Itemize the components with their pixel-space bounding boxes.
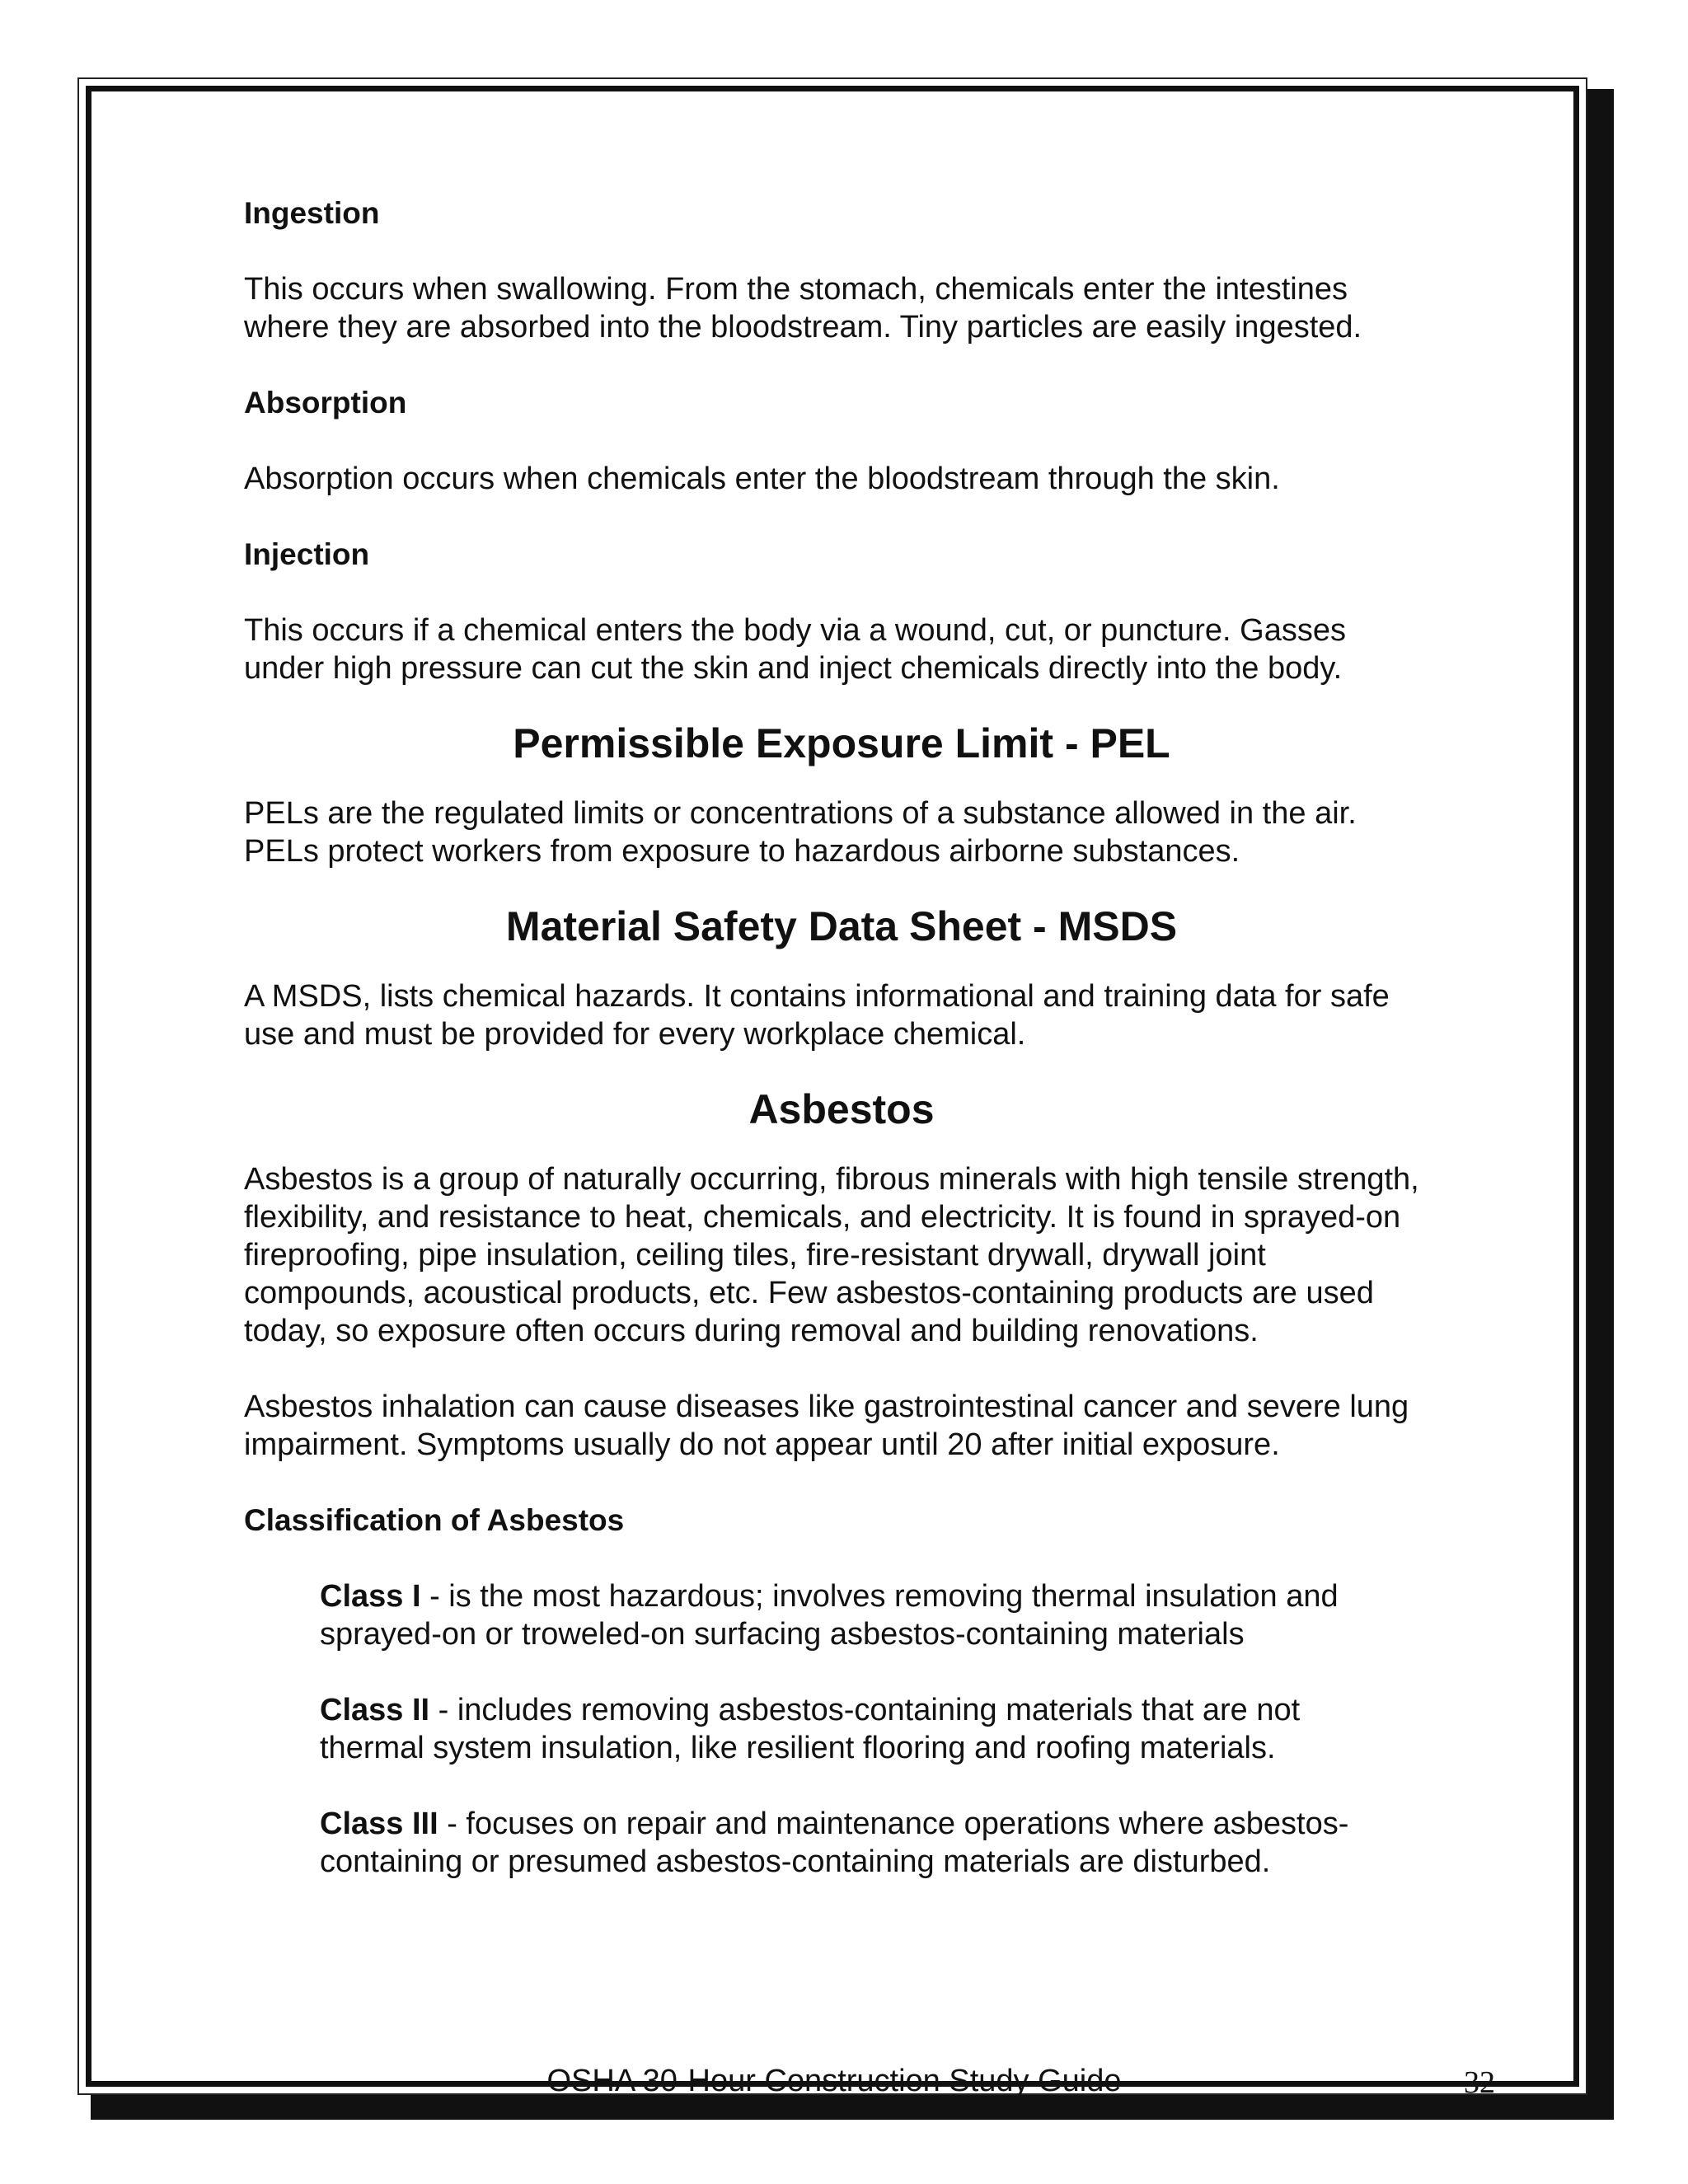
page-content	[244, 194, 1439, 1881]
footer-title: OSHA 30-Hour Construction Study Guide	[546, 2064, 1122, 2098]
class-2-term: Class II	[320, 1693, 430, 1727]
pel-text: PELs are the regulated limits or concentrations of a substance allowed in the air. PELs protect workers from exposure to hazardous airborne substances.	[244, 796, 1357, 869]
class-3-description: - focuses on repair and maintenance operations where asbestos-containing or presumed asbestos-containing materials are disturbed.	[320, 1807, 1349, 1879]
page-frame	[77, 77, 1587, 2100]
ingestion-text: This occurs when swallowing. From the stomach, chemicals enter the intestines where they are absorbed into the bloodstream. Tiny particles are easily ingested.	[244, 272, 1362, 344]
asbestos-paragraph-2: Asbestos inhalation can cause diseases like gastrointestinal cancer and severe lung impairment. Symptoms usually do not appear until 20 after initial exposure.	[244, 1390, 1409, 1462]
ingestion-heading: Ingestion	[244, 196, 380, 230]
asbestos-heading: Asbestos	[748, 1086, 935, 1132]
class-3-item	[320, 1805, 1408, 1881]
absorption-text: Absorption occurs when chemicals enter the bloodstream through the skin.	[244, 462, 1280, 496]
injection-text: This occurs if a chemical enters the body via a wound, cut, or puncture. Gasses under high pressure can cut the skin and inject chemicals directly into the body.	[244, 613, 1346, 686]
class-1-item	[320, 1577, 1391, 1653]
page-number: 32	[1464, 2065, 1495, 2100]
msds-text: A MSDS, lists chemical hazards. It contains informational and training data for safe use and must be provided for every workplace chemical.	[244, 979, 1390, 1052]
absorption-heading: Absorption	[244, 386, 407, 419]
class-1-description: - is the most hazardous; involves removing thermal insulation and sprayed-on or troweled-on surfacing asbestos-containing materials	[320, 1579, 1339, 1652]
class-1-term: Class I	[320, 1579, 421, 1614]
asbestos-paragraph-1: Asbestos is a group of naturally occurring, fibrous minerals with high tensile strength, flexibility, and resistance to heat, chemicals, and electricity. It is found in sprayed-on fireproofing, pipe insulation, ceiling tiles, fire-resistant drywall, drywall joint compounds, acoustical products, etc. Few asbestos-containing products are used today, so exposure often occurs during removal and building renovations.	[244, 1162, 1419, 1348]
class-2-description: - includes removing asbestos-containing materials that are not thermal system insulation, like resilient flooring and roofing materials.	[320, 1693, 1301, 1765]
class-3-term: Class III	[320, 1807, 438, 1841]
classification-heading: Classification of Asbestos	[244, 1503, 625, 1537]
injection-heading: Injection	[244, 537, 370, 571]
class-2-item	[320, 1691, 1391, 1767]
msds-heading: Material Safety Data Sheet - MSDS	[505, 903, 1178, 949]
pel-heading: Permissible Exposure Limit - PEL	[513, 720, 1170, 766]
